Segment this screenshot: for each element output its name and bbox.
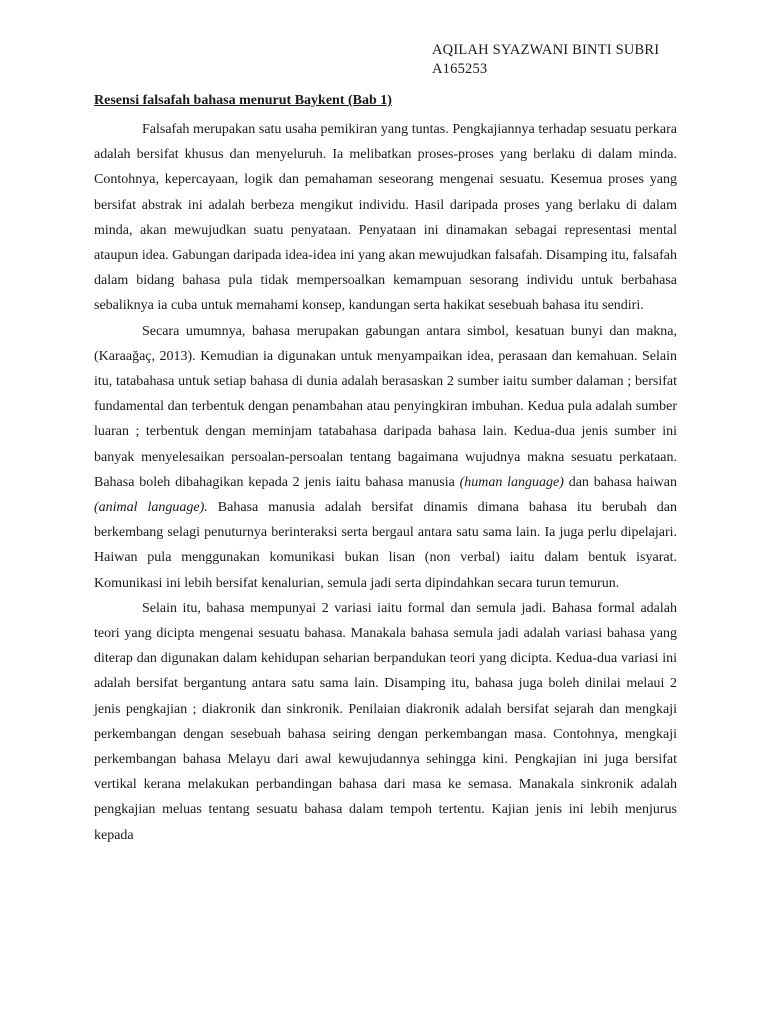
- paragraph-2-text-a: Secara umumnya, bahasa merupakan gabungan antara simbol, kesatuan bunyi dan makna, (Karaağaç, 2013). Kemudian ia digunakan untuk menyampaikan idea, perasaan dan kemahuan. Selain itu, tatabahasa untuk setiap bahasa di dunia adalah berasaskan 2 sumber iaitu sumber dalaman ; bersifat fundamental dan terbentuk dengan penambahan atau penyingkiran imbuhan. Kedua pula adalah sumber luaran ; terbentuk dengan meminjam tatabahasa daripada bahasa lain. Kedua-dua jenis sumber ini banyak menyelesaikan persoalan-persoalan tentang bagaimana wujudnya makna sesuatu perkataan. Bahasa boleh dibahagikan kepada 2 jenis iaitu bahasa manusia: [94, 323, 677, 490]
- paragraph-3: Selain itu, bahasa mempunyai 2 variasi iaitu formal dan semula jadi. Bahasa formal adalah teori yang dicipta mengenai sesuatu bahasa. Manakala bahasa semula jadi adalah variasi bahasa yang diterap dan digunakan dalam kehidupan seharian berpandukan teori yang dicipta. Kedua-dua variasi ini adalah bersifat bergantung antara satu sama lain. Disamping itu, bahasa juga boleh dinilai melaui 2 jenis pengkajian ; diakronik dan sinkronik. Penilaian diakronik adalah bersifat sejarah dan mengkaji perkembangan dengan sesebuah bahasa seiring dengan perkembangan masa. Contohnya, mengkaji perkembangan bahasa Melayu dari awal kewujudannya sehingga kini. Pengkajian ini juga bersifat vertikal kerana melakukan perbandingan bahasa dari masa ke semasa. Manakala sinkronik adalah pengkajian meluas tentang sesuatu bahasa dalam tempoh tertentu. Kajian jenis ini lebih menjurus kepada: [94, 600, 677, 843]
- document-title: Resensi falsafah bahasa menurut Baykent (Bab 1): [94, 93, 392, 108]
- paragraph-1: Falsafah merupakan satu usaha pemikiran yang tuntas. Pengkajiannya terhadap sesuatu perkara adalah bersifat khusus dan menyeluruh. Ia melibatkan proses-proses yang berlaku di dalam minda. Contohnya, kepercayaan, logik dan pemahaman seseorang mengenai sesuatu. Kesemua proses yang bersifat abstrak ini adalah berbeza mengikut individu. Hasil daripada proses yang berlaku di dalam minda, akan mewujudkan suatu penyataan. Penyataan ini dinamakan sebagai representasi mental ataupun idea. Gabungan daripada idea-idea ini yang akan mewujudkan falsafah. Disamping itu, falsafah dalam bidang bahasa pula tidak mempersoalkan kemampuan sesorang individu untuk berbahasa sebaliknya ia cuba untuk memahami konsep, kandungan serta hakikat sesebuah bahasa itu sendiri.: [94, 122, 677, 314]
- author-name: AQILAH SYAZWANI BINTI SUBRI: [432, 42, 660, 58]
- paragraph-2-text-b: dan bahasa haiwan: [563, 474, 677, 490]
- document-body: [94, 117, 677, 848]
- author-block: [432, 41, 659, 79]
- paragraph-2-italic-human-language: (human language): [459, 474, 564, 490]
- student-id: A165253: [432, 61, 488, 77]
- paragraph-2: [94, 319, 677, 596]
- paragraph-2-text-c: Bahasa manusia adalah bersifat dinamis dimana bahasa itu berubah dan berkembang selagi penuturnya berinteraksi serta bergaul antara satu sama lain. Ia juga perlu dipelajari. Haiwan pula menggunakan komunikasi bukan lisan (non verbal) iaitu dalam bentuk isyarat. Komunikasi ini lebih bersifat kenalurian, semula jadi serta dipindahkan secara turun temurun.: [94, 500, 677, 591]
- paragraph-2-italic-animal-language: (animal language).: [94, 500, 208, 516]
